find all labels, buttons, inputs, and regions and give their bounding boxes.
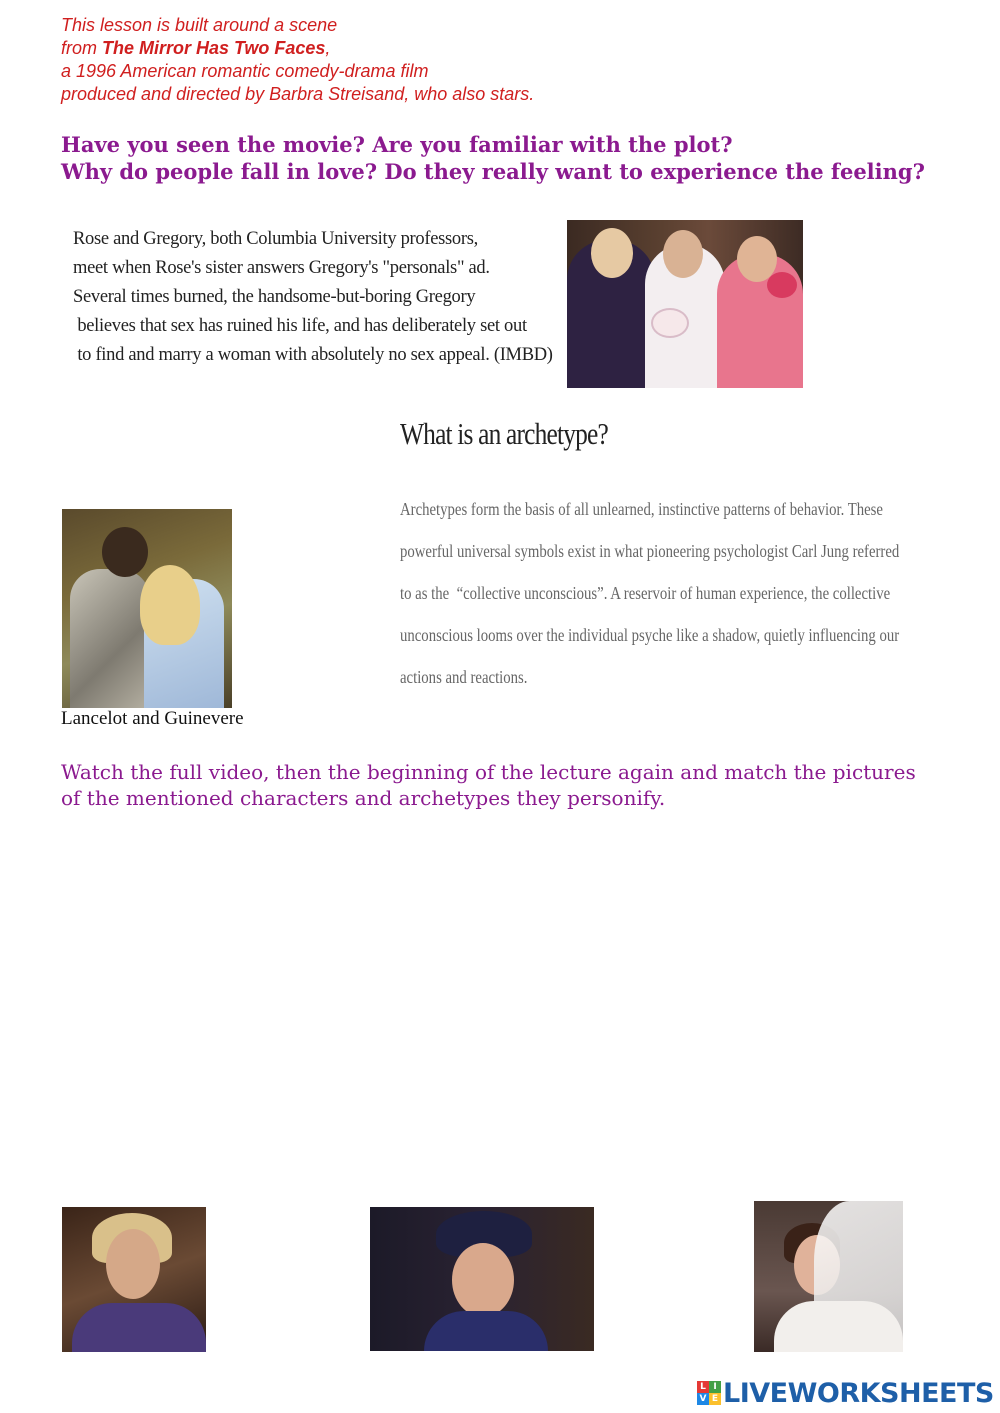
lesson-intro [61,14,681,106]
synopsis-line: to find and marry a woman with absolutely no sex appeal. (IMBD) [73,345,553,365]
archetype-line: to as the “collective unconscious”. A reservoir of human experience, the collective [400,583,891,603]
coat [424,1311,548,1351]
character-photo-woman-in-hat[interactable] [370,1207,594,1351]
instruction-line: Watch the full video, then the beginning of the lecture again and match the pictures [61,760,916,784]
archetype-heading: What is an archetype? [400,416,608,451]
icon-tile-v: V [697,1393,709,1405]
intro-line-1: This lesson is built around a scene [61,15,338,35]
plot-synopsis [73,225,563,370]
character-photo-blonde-woman[interactable] [62,1207,206,1352]
archetype-line: Archetypes form the basis of all unlearned, instinctive patterns of behavior. These [400,499,883,519]
task-instruction [61,759,961,811]
gown [774,1301,903,1352]
discussion-questions [61,131,981,185]
bouquet-white [653,310,687,336]
knight-head [102,527,148,577]
archetype-line: actions and reactions. [400,667,528,687]
question-2: Why do people fall in love? Do they really want to experience the feeling? [61,159,925,184]
face [106,1229,160,1299]
dress [72,1303,206,1352]
character-photo-bride[interactable] [754,1201,903,1352]
film-title: The Mirror Has Two Faces [102,38,326,58]
intro-line-4: produced and directed by Barbra Streisand, who also stars. [61,84,535,104]
instruction-line: of the mentioned characters and archetypes they personify. [61,786,666,810]
figure-bride-head [663,230,703,278]
intro-line-2 [61,37,681,60]
archetype-line: unconscious looms over the individual psyche like a shadow, quietly influencing our [400,625,900,645]
painting-caption: Lancelot and Guinevere [61,708,244,729]
archetype-line: powerful universal symbols exist in what pioneering psychologist Carl Jung referred [400,541,900,561]
synopsis-line: meet when Rose's sister answers Gregory's "personals" ad. [73,258,490,278]
liveworksheets-icon [697,1381,721,1405]
knight-armor [70,569,150,708]
face [452,1243,514,1317]
archetype-definition [400,488,908,698]
liveworksheets-logo[interactable] [697,1377,994,1409]
intro-comma: , [325,38,331,58]
intro-line-3: a 1996 American romantic comedy-drama film [61,61,429,81]
synopsis-line: believes that sex has ruined his life, and has deliberately set out [73,316,527,336]
synopsis-line: Rose and Gregory, both Columbia University professors, [73,229,478,249]
question-1: Have you seen the movie? Are you familiar with the plot? [61,132,733,157]
intro-from: from [61,38,103,58]
lancelot-guinevere-painting [62,509,232,708]
bouquet-pink [767,272,797,298]
brand-name: LIVEWORKSHEETS [723,1377,994,1409]
icon-tile-e: E [709,1393,721,1405]
icon-tile-i: I [709,1381,721,1393]
icon-tile-l: L [697,1381,709,1393]
synopsis-line: Several times burned, the handsome-but-boring Gregory [73,287,476,307]
wedding-photo [567,220,803,388]
figure-left-head [591,228,633,278]
lady-hair [140,565,200,645]
